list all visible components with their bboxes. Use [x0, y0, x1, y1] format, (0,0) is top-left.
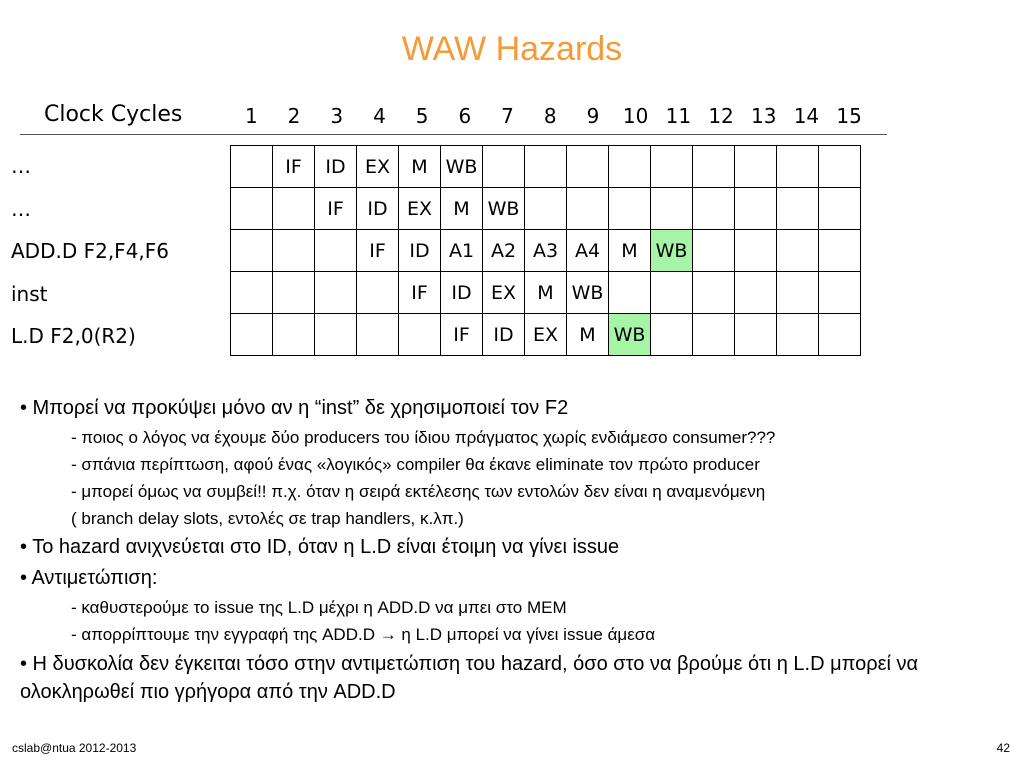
pipeline-cell: IF [273, 146, 315, 188]
page-number: 42 [996, 741, 1010, 755]
pipeline-cell [231, 272, 273, 314]
pipeline-cell [273, 272, 315, 314]
pipeline-cell [315, 314, 357, 356]
pipeline-cell [273, 314, 315, 356]
cycle-number: 4 [373, 104, 386, 128]
instruction-label: … [11, 154, 31, 178]
pipeline-cell [777, 272, 819, 314]
pipeline-cell: ID [483, 314, 525, 356]
pipeline-table [230, 145, 861, 356]
pipeline-cell [273, 230, 315, 272]
pipeline-row [231, 314, 861, 356]
cycle-number: 9 [586, 104, 600, 128]
pipeline-cell [567, 188, 609, 230]
pipeline-cell [693, 188, 735, 230]
pipeline-cell: M [399, 146, 441, 188]
pipeline-cell: M [525, 272, 567, 314]
sub-bullet-item: ( branch delay slots, εντολές σε trap handlers, κ.λπ.) [71, 509, 464, 528]
pipeline-cell: M [567, 314, 609, 356]
pipeline-cell [231, 230, 273, 272]
pipeline-cell: EX [399, 188, 441, 230]
pipeline-cell [609, 188, 651, 230]
bullet-list [20, 393, 1020, 706]
pipeline-cell [525, 146, 567, 188]
pipeline-cell: EX [483, 272, 525, 314]
cycle-number: 14 [793, 104, 820, 128]
cycle-number: 6 [458, 104, 472, 128]
pipeline-cell [693, 314, 735, 356]
instruction-label: L.D F2,0(R2) [11, 324, 136, 348]
pipeline-cell [567, 146, 609, 188]
sub-bullet-item: - καθυστερούμε το issue της L.D μέχρι η ADD.D να μπει στο MEM [71, 598, 567, 617]
pipeline-cell: WB [651, 230, 693, 272]
slide-title: WAW Hazards [401, 30, 623, 68]
pipeline-cell [609, 272, 651, 314]
cycle-number: 15 [836, 104, 862, 128]
pipeline-cell: A1 [441, 230, 483, 272]
cycle-number: 7 [501, 104, 514, 128]
sub-bullet-item: - μπορεί όμως να συμβεί!! π.χ. όταν η σειρά εκτέλεσης των εντολών δεν είναι η αναμενόμενη [71, 482, 766, 501]
pipeline-cell [819, 272, 861, 314]
pipeline-cell: WB [483, 188, 525, 230]
pipeline-cell [315, 230, 357, 272]
pipeline-cell [357, 272, 399, 314]
pipeline-cell [819, 230, 861, 272]
pipeline-cell [651, 146, 693, 188]
pipeline-cell: WB [609, 314, 651, 356]
pipeline-cell [399, 314, 441, 356]
pipeline-cell [777, 146, 819, 188]
pipeline-cell: EX [525, 314, 567, 356]
bullet-item: • Αντιμετώπιση: [20, 567, 158, 589]
cycle-number: 3 [330, 104, 344, 128]
instruction-label: ADD.D F2,F4,F6 [11, 239, 169, 263]
pipeline-cell [651, 188, 693, 230]
pipeline-cell: ID [399, 230, 441, 272]
pipeline-cell: ID [357, 188, 399, 230]
pipeline-cell [735, 272, 777, 314]
pipeline-cell [357, 314, 399, 356]
cycle-number: 11 [665, 104, 692, 128]
pipeline-cell [777, 230, 819, 272]
pipeline-cell: IF [357, 230, 399, 272]
bullet-item: • Το hazard ανιχνεύεται στο ID, όταν η L.D είναι έτοιμη να γίνει issue [20, 536, 620, 558]
pipeline-cell [735, 188, 777, 230]
pipeline-cell [693, 146, 735, 188]
pipeline-cell: EX [357, 146, 399, 188]
pipeline-cell: A3 [525, 230, 567, 272]
sub-bullet-item: - ποιος ο λόγος να έχουμε δύο producers του ίδιου πράγματος χωρίς ενδιάμεσο consumer??? [71, 428, 776, 447]
cycle-number: 13 [751, 104, 777, 128]
pipeline-cell: IF [399, 272, 441, 314]
cycle-number: 8 [543, 104, 557, 128]
pipeline-row [231, 230, 861, 272]
pipeline-cell: IF [441, 314, 483, 356]
pipeline-cell: M [609, 230, 651, 272]
pipeline-cell [819, 314, 861, 356]
pipeline-cell [231, 314, 273, 356]
pipeline-cell [693, 272, 735, 314]
cycle-number: 1 [244, 104, 258, 128]
pipeline-cell [651, 272, 693, 314]
cycle-number: 10 [622, 104, 649, 128]
pipeline-cell [735, 230, 777, 272]
instruction-label: inst [11, 281, 48, 306]
pipeline-cell [735, 146, 777, 188]
cycle-number: 5 [415, 104, 429, 128]
pipeline-cell: ID [315, 146, 357, 188]
pipeline-cell [315, 272, 357, 314]
pipeline-cell [231, 188, 273, 230]
pipeline-row [231, 188, 861, 230]
pipeline-cell: IF [315, 188, 357, 230]
pipeline-cell [525, 188, 567, 230]
pipeline-row [231, 272, 861, 314]
sub-bullet-item: - απορρίπτουμε την εγγραφή της ADD.D → η L.D μπορεί να γίνει issue άμεσα [71, 625, 656, 644]
cycle-number: 2 [287, 104, 301, 128]
bullet-item: • Μπορεί να προκύψει μόνο αν η “inst” δε χρησιμοποιεί τον F2 [20, 397, 569, 419]
pipeline-cell [231, 146, 273, 188]
pipeline-cell [651, 314, 693, 356]
pipeline-cell [693, 230, 735, 272]
pipeline-cell: WB [567, 272, 609, 314]
pipeline-cell [819, 146, 861, 188]
cycle-number: 12 [708, 104, 734, 128]
pipeline-row [231, 146, 861, 188]
header-divider [20, 134, 887, 135]
pipeline-cell: WB [441, 146, 483, 188]
pipeline-cell: ID [441, 272, 483, 314]
instruction-label: … [11, 196, 31, 221]
bullet-item: • Η δυσκολία δεν έγκειται τόσο στην αντιμετώπιση του hazard, όσο στο να βρούμε ότι η L.D μπορεί να ολοκληρωθεί πιο γρήγορα από την ADD.D [20, 653, 919, 703]
pipeline-cell [483, 146, 525, 188]
pipeline-cell: A2 [483, 230, 525, 272]
pipeline-cell: M [441, 188, 483, 230]
pipeline-cell [735, 314, 777, 356]
pipeline-cell [777, 188, 819, 230]
pipeline-cell [777, 314, 819, 356]
pipeline-cell [819, 188, 861, 230]
sub-bullet-item: - σπάνια περίπτωση, αφού ένας «λογικός» compiler θα έκανε eliminate τον πρώτο producer [71, 455, 760, 474]
pipeline-cell: A4 [567, 230, 609, 272]
clock-cycles-label: Clock Cycles [44, 102, 183, 127]
footer-credit: cslab@ntua 2012-2013 [12, 741, 137, 755]
pipeline-cell [273, 188, 315, 230]
pipeline-cell [609, 146, 651, 188]
